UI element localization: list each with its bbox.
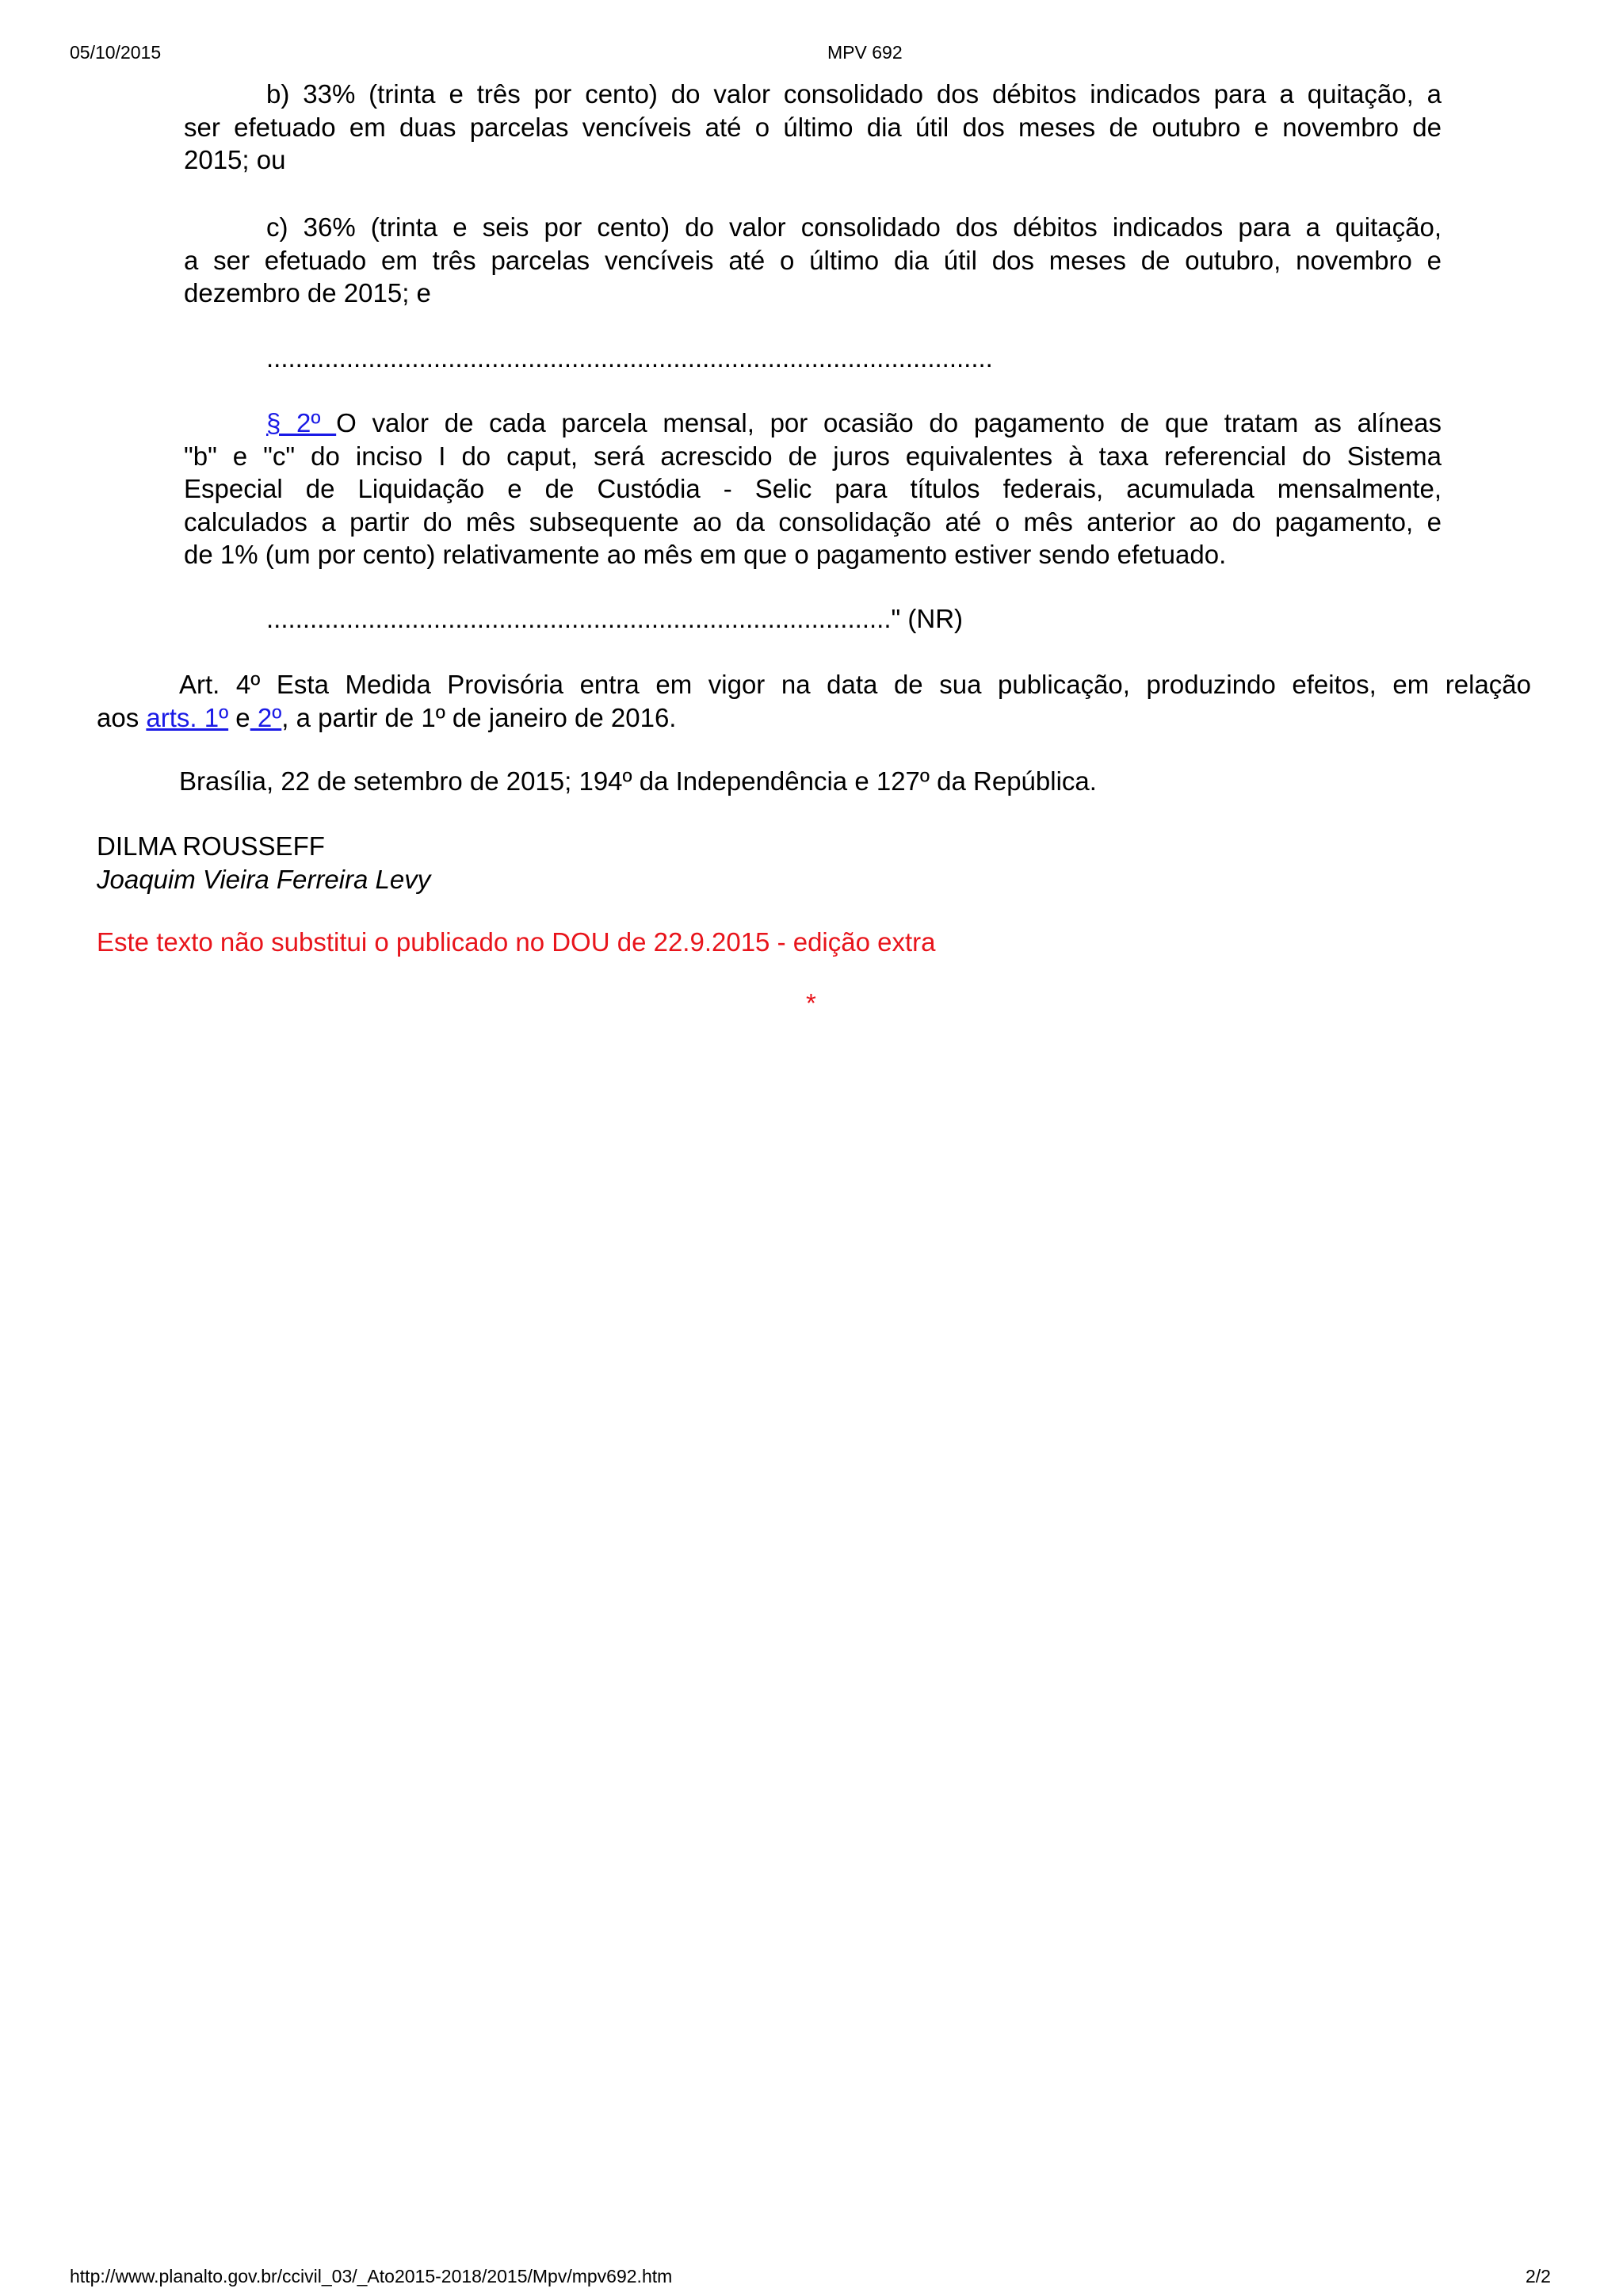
ellipsis-text: ......................................................................................" (NR) xyxy=(266,604,964,633)
signature-minister: Joaquim Vieira Ferreira Levy xyxy=(97,864,431,894)
arts-1-link[interactable]: arts. 1º xyxy=(146,702,229,732)
paragraph-item-b xyxy=(184,78,1442,177)
art4-text-post: , a partir de 1º de janeiro de 2016. xyxy=(281,702,677,732)
date-place-line xyxy=(97,765,1531,798)
print-footer-page-number: 2/2 xyxy=(1526,2266,1551,2286)
paragraph-line: calculados a partir do mês subsequente ao da consolidação até o mês anterior ao do pagamento, e xyxy=(184,506,1442,537)
art4-text-pre: aos xyxy=(97,702,147,732)
print-header-title: MPV 692 xyxy=(827,42,903,63)
paragraph-line xyxy=(184,407,1442,440)
paragraph-item-c xyxy=(184,211,1442,310)
paragraph-line: 2015; ou xyxy=(184,145,286,174)
notice-text: Este texto não substitui o publicado no DOU de 22.9.2015 - edição extra xyxy=(97,927,936,957)
paragraph-line: "b" e "c" do inciso I do caput, será acrescido de juros equivalentes à taxa referencial do Sistema xyxy=(184,441,1442,471)
paragraph-line: de 1% (um por cento) relativamente ao mês em que o pagamento estiver sendo efetuado. xyxy=(184,540,1227,569)
paragraph-line: Art. 4º Esta Medida Provisória entra em vigor na data de sua publicação, produzindo efeitos, em relação xyxy=(179,670,1531,699)
ellipsis-text: .................................................................................................... xyxy=(266,343,993,372)
paragraph-line: c) 36% (trinta e seis por cento) do valor consolidado dos débitos indicados para a quitação, xyxy=(266,212,1442,242)
print-header-date: 05/10/2015 xyxy=(70,42,162,63)
signature-president: DILMA ROUSSEFF xyxy=(97,831,325,861)
signatures xyxy=(97,830,1531,896)
publication-notice xyxy=(97,926,1531,959)
paragraph-line: Especial de Liquidação e de Custódia - Selic para títulos federais, acumulada mensalmente, xyxy=(184,474,1442,503)
section-2-text: O valor de cada parcela mensal, por ocasião do pagamento de que tratam as alíneas xyxy=(336,408,1442,437)
paragraph-line: ser efetuado em duas parcelas vencíveis até o último dia útil dos meses de outubro e novembro de xyxy=(184,112,1442,142)
ellipsis-line xyxy=(184,342,1442,375)
art-2-link[interactable]: 2º xyxy=(250,702,282,732)
paragraph-line: b) 33% (trinta e três por cento) do valor consolidado dos débitos indicados para a quitação, a xyxy=(266,79,1442,109)
section-2-link[interactable]: § 2º xyxy=(266,408,337,437)
art4-text-mid: e xyxy=(228,702,250,732)
paragraph-line: Brasília, 22 de setembro de 2015; 194º da Independência e 127º da República. xyxy=(179,766,1097,796)
paragraph-line: a ser efetuado em três parcelas vencíveis até o último dia útil dos meses de outubro, novembro e xyxy=(184,245,1442,275)
asterisk-mark xyxy=(806,987,830,1020)
print-footer-url: http://www.planalto.gov.br/ccivil_03/_Ato2015-2018/2015/Mpv/mpv692.htm xyxy=(70,2266,673,2286)
ellipsis-line-nr xyxy=(184,602,1442,636)
paragraph-line: dezembro de 2015; e xyxy=(184,278,431,308)
asterisk-text: * xyxy=(806,988,816,1018)
paragraph-line xyxy=(97,701,1531,735)
paragraph-section-2 xyxy=(184,407,1442,571)
article-4 xyxy=(97,668,1531,734)
